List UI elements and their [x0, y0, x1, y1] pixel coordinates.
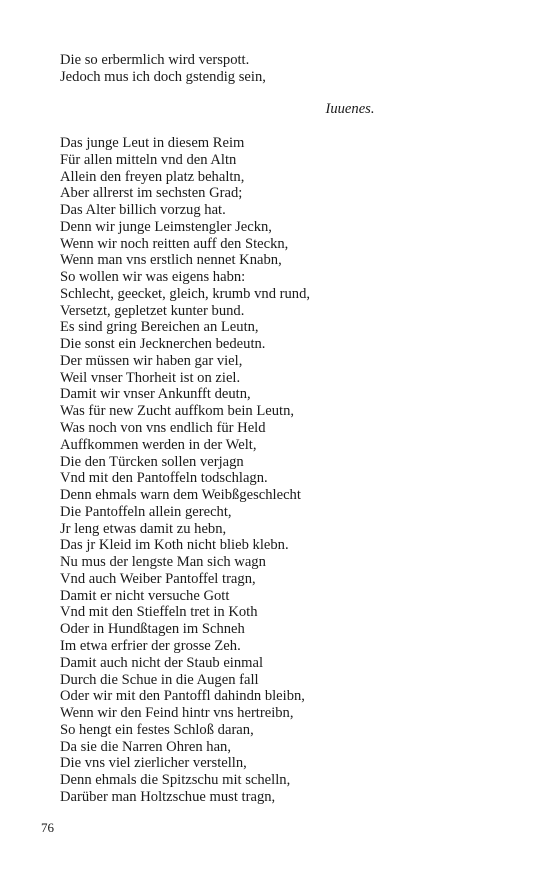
verse-line: Der müssen wir haben gar viel, [60, 352, 243, 369]
verse-line: Auffkommen werden in der Welt, [60, 436, 257, 453]
verse-line: Denn wir junge Leimstengler Jeckn, [60, 218, 272, 235]
verse-line: Damit auch nicht der Staub einmal [60, 654, 264, 671]
verse-line: So wollen wir was eigens habn: [60, 269, 246, 286]
verse-line: Vnd auch Weiber Pantoffel tragn, [60, 570, 256, 587]
verse-line: Es sind gring Bereichen an Leutn, [60, 319, 259, 336]
verse-line: Oder wir mit den Pantoffl dahindn bleibn, [60, 688, 305, 705]
verse-line: Denn ehmals die Spitzschu mit schelln, [60, 772, 291, 789]
verse-line: Was für new Zucht auffkom bein Leutn, [60, 403, 295, 420]
verse-line: Damit er nicht versuche Gott [60, 587, 230, 604]
verse-line: Durch die Schue in die Augen fall [60, 671, 259, 688]
verse-line: Jr leng etwas damit zu hebn, [60, 520, 227, 537]
verse-line: Oder in Hundßtagen im Schneh [60, 621, 245, 638]
verse-line: Vnd mit den Pantoffeln todschlagn. [60, 470, 268, 487]
verse-line: Nu mus der lengste Man sich wagn [60, 554, 266, 571]
verse-line: Allein den freyen platz behaltn, [60, 168, 245, 185]
verse-line: Weil vnser Thorheit ist on ziel. [60, 369, 241, 386]
verse-line: Das junge Leut in diesem Reim [60, 135, 245, 151]
verse-line: Schlecht, geecket, gleich, krumb vnd rund, [60, 285, 311, 302]
verse-line: Aber allrerst im sechsten Grad; [60, 185, 243, 202]
verse-line: Damit wir vnser Ankunfft deutn, [60, 386, 251, 403]
verse-line: So hengt ein festes Schloß daran, [60, 721, 254, 738]
page-number: 76 [41, 820, 54, 835]
verse-line: Für allen mitteln vnd den Altn [60, 151, 237, 168]
speaker-heading: Iuuenes. [325, 101, 375, 117]
verse-line: Versetzt, gepletzet kunter bund. [60, 302, 245, 319]
verse-line: Die Pantoffeln allein gerecht, [60, 503, 232, 520]
verse-line: Jedoch mus ich doch gstendig sein, [60, 68, 266, 85]
verse-line: Die vns viel zierlicher verstelln, [60, 755, 247, 772]
verse-line: Das jr Kleid im Koth nicht blieb klebn. [60, 537, 289, 554]
verse-block [60, 135, 310, 806]
verse-line: Wenn wir noch reitten auff den Steckn, [60, 235, 289, 252]
verse-line: Wenn man vns erstlich nennet Knabn, [60, 252, 282, 269]
verse-line: Die sonst ein Jecknerchen bedeutn. [60, 336, 266, 353]
verse-line: Die so erbermlich wird verspott. [60, 52, 250, 68]
verse-line: Denn ehmals warn dem Weibßgeschlecht [60, 487, 301, 504]
continued-verse [60, 52, 266, 86]
verse-line: Im etwa erfrier der grosse Zeh. [60, 637, 241, 654]
verse-line: Wenn wir den Feind hintr vns hertreibn, [60, 705, 294, 722]
verse-line: Vnd mit den Stieffeln tret in Koth [60, 604, 258, 621]
verse-line: Da sie die Narren Ohren han, [60, 738, 231, 755]
verse-line: Die den Türcken sollen verjagn [60, 453, 244, 470]
verse-line: Darüber man Holtzschue must tragn, [60, 788, 276, 805]
verse-line: Was noch von vns endlich für Held [60, 420, 266, 437]
verse-line: Das Alter billich vorzug hat. [60, 202, 226, 219]
